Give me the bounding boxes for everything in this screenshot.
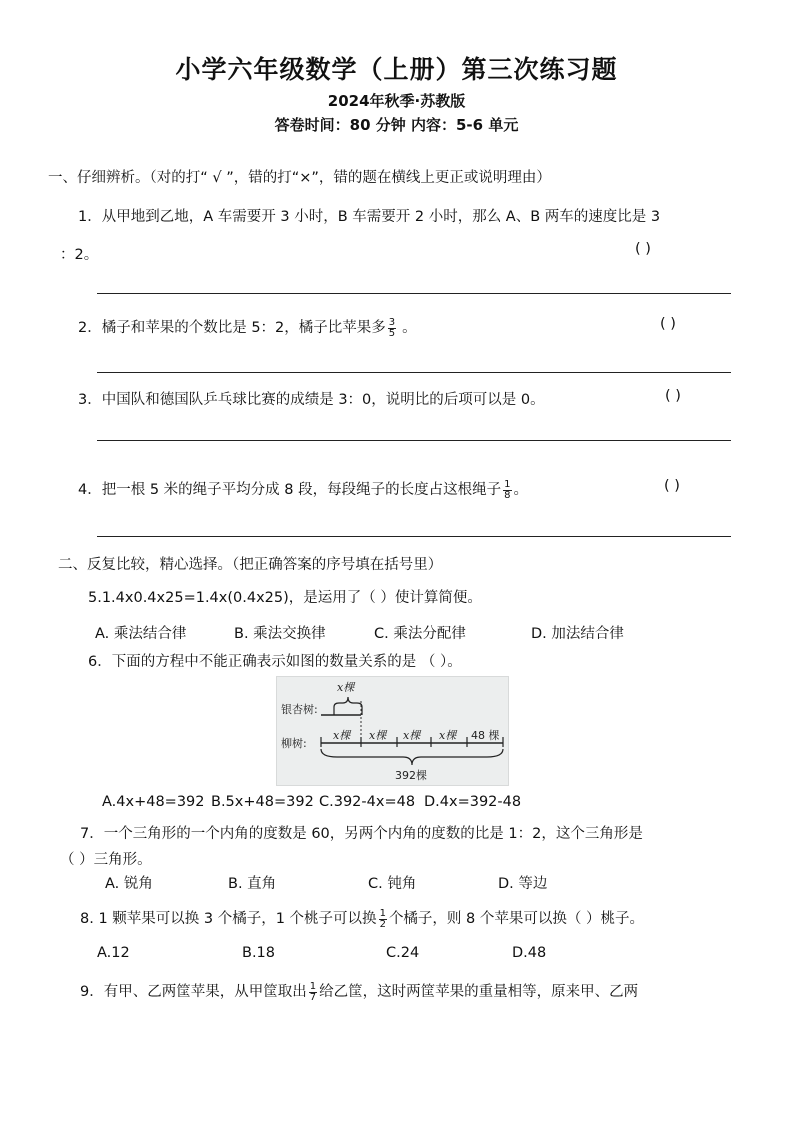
q1-line2: ：2。 [60, 247, 99, 263]
q9-frac-den: 7 [309, 991, 317, 1003]
edition-subtitle: 2024年秋季·苏教版 [327, 92, 466, 110]
q6-option-d[interactable]: D.4x=392-48 [424, 794, 522, 810]
q6-option-c[interactable]: C.392-4x=48 [319, 794, 416, 810]
q8-option-c[interactable]: C.24 [386, 945, 420, 961]
q8-option-d[interactable]: D.48 [512, 945, 547, 961]
q9-fraction [309, 982, 317, 1003]
q9-question [80, 980, 638, 1003]
q2-answer-paren[interactable]: ( ) [660, 316, 676, 332]
q4-text: 4．把一根 5 米的绳子平均分成 8 段，每段绳子的长度占这根绳子 [78, 482, 502, 498]
q9-text-a: 9．有甲、乙两筐苹果，从甲筐取出 [80, 984, 307, 1000]
label-ginkgo: 银杏树: [281, 703, 318, 716]
q7-option-b[interactable]: B. 直角 [228, 876, 277, 892]
page-title: 小学六年级数学（上册）第三次练习题 [175, 55, 618, 84]
willow-48: 48 棵 [471, 729, 500, 742]
q8-option-b[interactable]: B.18 [242, 945, 276, 961]
q4-tail: 。 [513, 482, 528, 498]
q4-answer-paren[interactable]: ( ) [664, 478, 680, 494]
q9-frac-num: 1 [309, 980, 317, 992]
q2-question [78, 316, 417, 339]
q4-frac-num: 1 [504, 478, 511, 490]
q2-tail: 。 [402, 320, 417, 336]
willow-x-1: x棵 [333, 729, 351, 742]
q5-option-a[interactable]: A. 乘法结合律 [95, 626, 187, 642]
q8-frac-num: 1 [379, 907, 386, 919]
q1-line1: 1．从甲地到乙地，A 车需要开 3 小时，B 车需要开 2 小时，那么 A、B 两车的速度比是 3 [78, 209, 661, 225]
q4-question [78, 478, 528, 501]
q6-option-a[interactable]: A.4x+48=392 [102, 794, 205, 810]
q8-fraction [379, 909, 387, 930]
q4-fraction [503, 480, 511, 501]
q2-frac-den: 5 [388, 327, 396, 339]
q8-frac-den: 2 [379, 918, 386, 930]
q3-text: 3．中国队和德国队乒乓球比赛的成绩是 3：0，说明比的后项可以是 0。 [78, 392, 545, 408]
total-brace [321, 749, 503, 765]
q9-text-b: 给乙筐，这时两筐苹果的重量相等，原来甲、乙两 [319, 984, 639, 1000]
q1-answer-paren[interactable]: ( ) [635, 241, 651, 257]
q2-fraction [388, 318, 396, 339]
ginkgo-x-label: x棵 [337, 681, 355, 694]
label-willow: 柳树: [281, 737, 307, 750]
section1-heading: 一、仔细辨析。（对的打“ √ ”，错的打“×”，错的题在横线上更正或说明理由） [48, 170, 551, 186]
q5-option-d[interactable]: D. 加法结合律 [531, 626, 624, 642]
total-label: 392棵 [395, 769, 427, 782]
q7-option-d[interactable]: D. 等边 [498, 876, 548, 892]
q7-option-a[interactable]: A. 锐角 [105, 876, 153, 892]
willow-x-2: x棵 [369, 729, 387, 742]
q2-frac-num: 3 [388, 316, 396, 328]
q4-correction-line[interactable] [97, 536, 731, 537]
willow-x-4: x棵 [439, 729, 457, 742]
q1-correction-line[interactable] [97, 293, 731, 294]
q6-diagram [276, 676, 509, 786]
q3-answer-paren[interactable]: ( ) [665, 388, 681, 404]
q8-text-b: 个橘子，则 8 个苹果可以换（ ）桃子。 [388, 911, 644, 927]
q6-option-b[interactable]: B.5x+48=392 [211, 794, 314, 810]
q2-text: 2．橘子和苹果的个数比是 5：2，橘子比苹果多 [78, 320, 386, 336]
q7-line1: 7．一个三角形的一个内角的度数是 60，另两个内角的度数的比是 1：2，这个三角形是 [80, 826, 643, 842]
q7-option-c[interactable]: C. 钝角 [368, 876, 417, 892]
q8-option-a[interactable]: A.12 [97, 945, 130, 961]
q6-text: 6．下面的方程中不能正确表示如图的数量关系的是 （ ）。 [88, 654, 462, 670]
q2-correction-line[interactable] [97, 372, 731, 373]
q5-text: 5.1.4x0.4x25=1.4x(0.4x25)，是运用了（ ）使计算简便。 [88, 590, 482, 606]
ginkgo-brace [334, 697, 362, 715]
q6-diagram-svg [277, 677, 508, 785]
q8-text-a: 8. 1 颗苹果可以换 3 个橘子，1 个桃子可以换 [80, 911, 377, 927]
section2-heading: 二、反复比较，精心选择。（把正确答案的序号填在括号里） [58, 557, 443, 573]
q5-option-c[interactable]: C. 乘法分配律 [374, 626, 466, 642]
q3-correction-line[interactable] [97, 440, 731, 441]
q7-line2: （ ）三角形。 [60, 852, 152, 868]
willow-x-3: x棵 [403, 729, 421, 742]
q4-frac-den: 8 [504, 489, 511, 501]
q5-option-b[interactable]: B. 乘法交换律 [234, 626, 326, 642]
time-content-subtitle: 答卷时间：80 分钟 内容：5-6 单元 [274, 116, 519, 134]
q8-question [80, 907, 644, 930]
